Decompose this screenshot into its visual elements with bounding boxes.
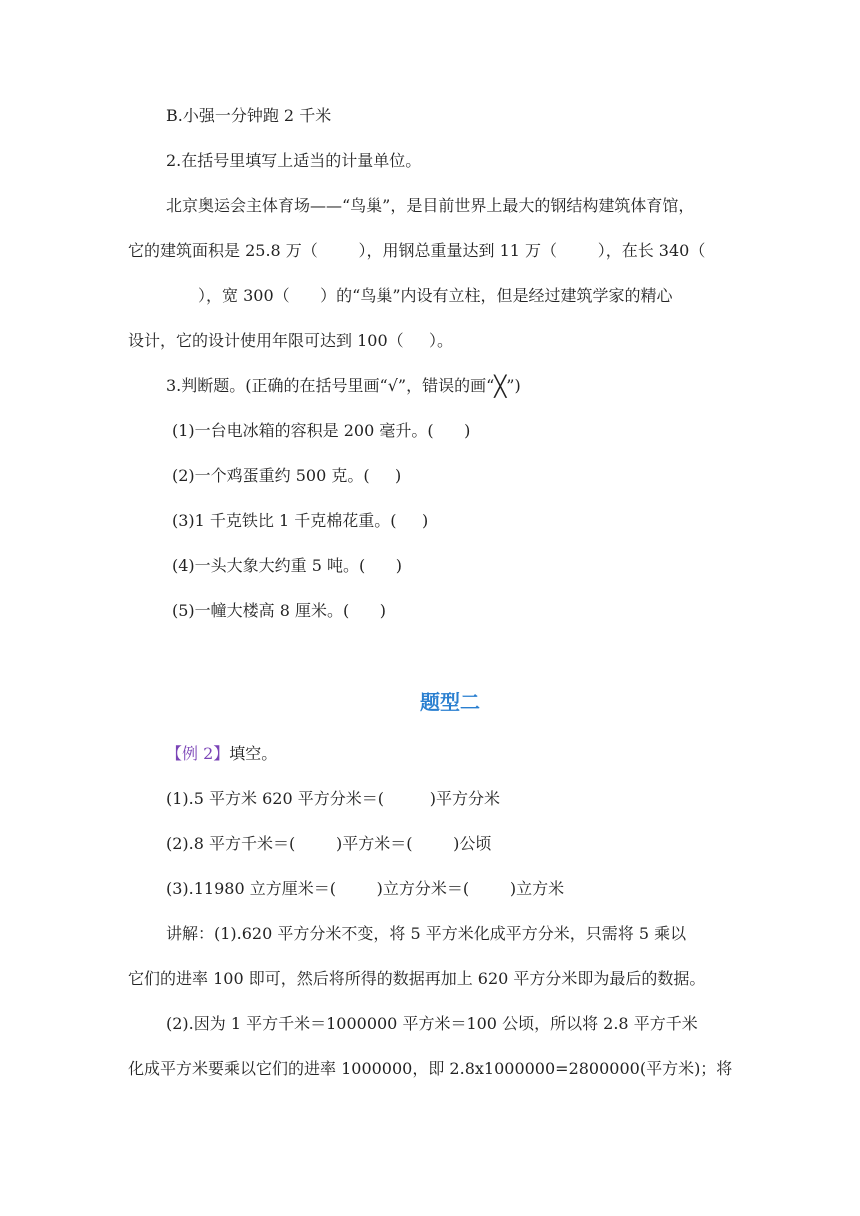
option-b-line: B.小强一分钟跑 2 千米: [166, 106, 332, 125]
cross-mark-icon: ╳: [494, 374, 507, 398]
judge-item-4: (4)一头大象大约重 5 吨。( ): [172, 556, 403, 575]
fill-item-3: (3).11980 立方厘米＝( )立方分米＝( )立方米: [166, 879, 565, 898]
explanation-line-1: 讲解：(1).620 平方分米不变，将 5 平方米化成平方分米，只需将 5 乘以: [166, 924, 687, 943]
explanation-line-2: 它们的进率 100 即可，然后将所得的数据再加上 620 平方分米即为最后的数据。: [128, 969, 706, 988]
judge-item-5: (5)一幢大楼高 8 厘米。( ): [172, 601, 387, 620]
question-3-title-text: 3.判断题。(正确的在括号里画“√”，错误的画“: [166, 376, 495, 395]
fill-item-2: (2).8 平方千米＝( )平方米＝( )公顷: [166, 834, 492, 853]
explanation-line-4: 化成平方米要乘以它们的进率 1000000，即 2.8x1000000=2800000(平方米)；将: [128, 1059, 733, 1078]
question-3-title: [166, 376, 521, 396]
example-2-text: 填空。: [229, 744, 278, 763]
judge-item-2: (2)一个鸡蛋重约 500 克。( ): [172, 466, 402, 485]
example-2-tag: 【例 2】: [166, 744, 230, 763]
judge-item-3: (3)1 千克铁比 1 千克棉花重。( ): [172, 511, 429, 530]
section-heading: 题型二: [420, 690, 480, 714]
question-3-title-end: ”): [506, 376, 521, 395]
question-2-paragraph-line-3: ），宽 300（ ）的“鸟巢”内设有立柱，但是经过建筑学家的精心: [198, 286, 673, 305]
question-2-paragraph-line-2: 它的建筑面积是 25.8 万（ ），用钢总重量达到 11 万（ ），在长 340（: [128, 241, 706, 260]
question-2-title: 2.在括号里填写上适当的计量单位。: [166, 151, 422, 170]
question-2-paragraph-line-4: 设计，它的设计使用年限可达到 100（ ）。: [128, 331, 454, 350]
judge-item-1: (1)一台电冰箱的容积是 200 毫升。( ): [172, 421, 471, 440]
fill-item-1: (1).5 平方米 620 平方分米＝( )平方分米: [166, 789, 500, 808]
question-2-paragraph-line-1: 北京奥运会主体育场——“鸟巢”，是目前世界上最大的钢结构建筑体育馆，: [166, 196, 695, 215]
explanation-line-3: (2).因为 1 平方千米＝1000000 平方米＝100 公顷，所以将 2.8 平方千米: [166, 1014, 698, 1033]
example-2-line: [166, 744, 277, 764]
